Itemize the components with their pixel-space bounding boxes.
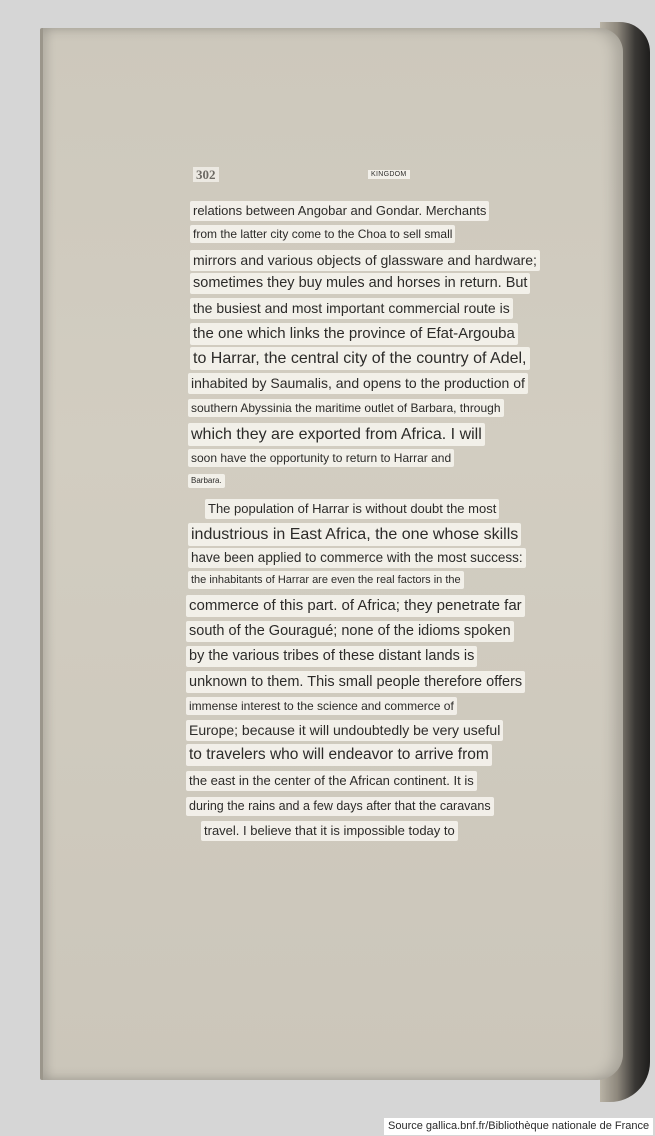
text-line: Europe; because it will undoubtedly be very useful xyxy=(186,720,503,741)
text-line: during the rains and a few days after that the caravans xyxy=(186,797,494,816)
text-line: the inhabitants of Harrar are even the real factors in the xyxy=(188,571,464,589)
text-line: south of the Gouragué; none of the idioms spoken xyxy=(186,621,514,642)
text-line: the busiest and most important commercial route is xyxy=(190,298,513,319)
text-line: mirrors and various objects of glassware and hardware; xyxy=(190,250,540,271)
running-head: KINGDOM xyxy=(368,170,410,179)
text-line: Barbara. xyxy=(188,474,225,488)
text-line: the east in the center of the African continent. It is xyxy=(186,771,477,791)
page-number: 302 xyxy=(193,167,219,182)
text-line: The population of Harrar is without doubt the most xyxy=(205,499,499,519)
text-line: to travelers who will endeavor to arrive from xyxy=(186,744,492,766)
text-line: commerce of this part. of Africa; they penetrate far xyxy=(186,595,525,617)
text-line: relations between Angobar and Gondar. Merchants xyxy=(190,201,489,221)
text-line: by the various tribes of these distant lands is xyxy=(186,646,477,667)
text-line: have been applied to commerce with the most success: xyxy=(188,548,526,568)
text-line: southern Abyssinia the maritime outlet of Barbara, through xyxy=(188,399,504,417)
text-line: soon have the opportunity to return to Harrar and xyxy=(188,449,454,467)
source-attribution: Source gallica.bnf.fr/Bibliothèque nationale de France xyxy=(384,1118,653,1135)
text-line: from the latter city come to the Choa to sell small xyxy=(190,225,455,243)
text-line: to Harrar, the central city of the country of Adel, xyxy=(190,347,530,370)
text-line: unknown to them. This small people therefore offers xyxy=(186,671,525,693)
text-line: industrious in East Africa, the one whose skills xyxy=(188,523,521,546)
text-line: sometimes they buy mules and horses in return. But xyxy=(190,273,530,294)
text-line: travel. I believe that it is impossible today to xyxy=(201,821,458,841)
text-line: which they are exported from Africa. I will xyxy=(188,423,485,446)
text-line: immense interest to the science and commerce of xyxy=(186,697,457,715)
text-line: the one which links the province of Efat-Argouba xyxy=(190,323,518,345)
text-line: inhabited by Saumalis, and opens to the production of xyxy=(188,373,528,394)
